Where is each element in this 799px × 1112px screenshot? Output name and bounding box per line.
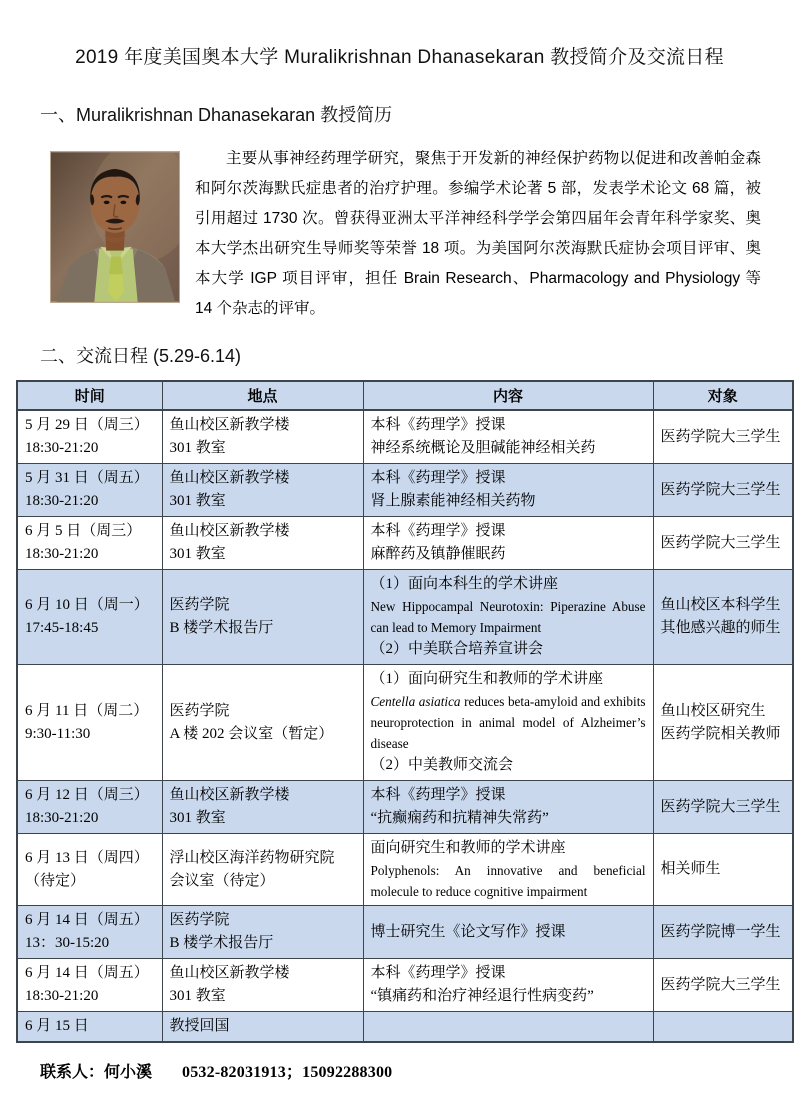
cell-line: 医药学院大三学生 — [660, 798, 781, 815]
cell-line: 本科《药理学》授课 — [370, 417, 506, 433]
cell-line: 6 月 12 日（周三） — [25, 787, 149, 803]
section1-heading: 一、Muralikrishnan Dhanasekaran 教授简历 — [40, 105, 393, 125]
cell-line: 18:30-21:20 — [25, 988, 99, 1004]
content-cell — [363, 570, 653, 665]
cell-line: B 楼学术报告厅 — [169, 935, 274, 951]
cell-line: 鱼山校区本科学生 — [660, 597, 781, 613]
cell-line: 其他感兴趣的师生 — [660, 620, 781, 636]
cell-line: 18:30-21:20 — [25, 440, 99, 456]
page-title: 2019 年度美国奥本大学 Muralikrishnan Dhanasekaran 教授简介及交流日程 — [75, 47, 724, 68]
content-cell — [363, 464, 653, 517]
audience-cell — [653, 665, 793, 781]
cell-line: 9:30-11:30 — [25, 725, 91, 742]
cell-line: 6 月 11 日（周二） — [25, 702, 149, 719]
schedule-row — [17, 517, 793, 570]
cell-line: 鱼山校区新教学楼 — [169, 523, 290, 539]
place-cell — [162, 665, 363, 781]
audience-cell — [653, 1012, 793, 1043]
cell-line: （1）面向本科生的学术讲座 — [370, 576, 559, 592]
cell-line: 医药学院 — [169, 912, 230, 928]
cell-line: Polyphenols: An innovative and beneficial molecule to reduce cognitive impairment — [370, 863, 646, 899]
time-cell — [17, 959, 162, 1012]
cell-line: 本科《药理学》授课 — [370, 787, 506, 803]
cell-line: 医药学院大三学生 — [660, 976, 781, 993]
cell-line: 医药学院大三学生 — [660, 481, 781, 498]
cell-line: 本科《药理学》授课 — [370, 523, 506, 539]
time-cell — [17, 781, 162, 834]
place-cell — [162, 570, 363, 665]
place-cell — [162, 781, 363, 834]
place-cell — [162, 959, 363, 1012]
audience-cell — [653, 906, 793, 959]
audience-cell — [653, 959, 793, 1012]
time-cell — [17, 570, 162, 665]
cell-line: 17:45-18:45 — [25, 620, 99, 636]
section2-heading: 二、交流日程 (5.29-6.14) — [40, 346, 242, 366]
portrait-illustration — [51, 152, 179, 302]
cell-line: 鱼山校区新教学楼 — [169, 787, 290, 803]
cell-line: 面向研究生和教师的学术讲座 — [370, 840, 566, 856]
cell-line: 6 月 15 日 — [25, 1018, 89, 1034]
cell-line: 医药学院 — [169, 702, 230, 719]
species-name-italic: Centella asiatica — [370, 694, 461, 709]
cell-line: 18:30-21:20 — [25, 546, 99, 562]
cell-line: Centella asiatica reduces beta-amyloid and exhibits neuroprotection in animal model of Alzheimer’s disease — [370, 694, 646, 751]
time-cell — [17, 834, 162, 906]
audience-cell — [653, 517, 793, 570]
content-cell — [363, 959, 653, 1012]
header-content: 内容 — [363, 381, 653, 410]
cell-line: 医药学院 — [169, 597, 230, 613]
cell-line: 麻醉药及镇静催眠药 — [370, 546, 506, 562]
cell-line: New Hippocampal Neurotoxin: Piperazine Abuse can lead to Memory Impairment — [370, 599, 646, 635]
contact-line — [40, 1059, 761, 1082]
cell-line: 301 教室 — [169, 988, 226, 1004]
schedule-row — [17, 464, 793, 517]
cell-line: B 楼学术报告厅 — [169, 620, 274, 636]
place-cell — [162, 834, 363, 906]
cell-line: 鱼山校区新教学楼 — [169, 417, 290, 433]
cell-line: （待定） — [25, 872, 86, 889]
place-cell — [162, 464, 363, 517]
schedule-header-row — [17, 381, 793, 410]
content-cell — [363, 1012, 653, 1043]
cell-line: 博士研究生《论文写作》授课 — [370, 923, 566, 940]
cell-line: 肾上腺素能神经相关药物 — [370, 493, 536, 509]
cell-line: 6 月 14 日（周五） — [25, 912, 149, 928]
cell-line: 301 教室 — [169, 440, 226, 456]
time-cell — [17, 1012, 162, 1043]
schedule-row — [17, 410, 793, 464]
content-cell — [363, 665, 653, 781]
schedule-row — [17, 906, 793, 959]
cell-line: 医药学院相关教师 — [660, 725, 781, 742]
contact-person: 联系人：何小溪 — [40, 1064, 153, 1081]
audience-cell — [653, 781, 793, 834]
cell-line: 18:30-21:20 — [25, 810, 99, 826]
cell-line: 13：30-15:20 — [25, 935, 110, 951]
schedule-table — [16, 380, 794, 1043]
content-cell — [363, 410, 653, 464]
cell-line: 相关师生 — [660, 861, 721, 877]
schedule-row — [17, 959, 793, 1012]
schedule-row — [17, 665, 793, 781]
cell-line: 6 月 10 日（周一） — [25, 597, 149, 613]
content-cell — [363, 906, 653, 959]
cell-line: 会议室（待定） — [169, 872, 275, 889]
cell-line: 301 教室 — [169, 546, 226, 562]
cell-line: 5 月 29 日（周三） — [25, 417, 149, 433]
cell-line: 医药学院大三学生 — [660, 534, 781, 551]
contact-phones: 0532-82031913；15092288300 — [182, 1064, 393, 1081]
cell-line: （1）面向研究生和教师的学术讲座 — [370, 671, 604, 687]
cell-line: 301 教室 — [169, 493, 226, 509]
place-cell — [162, 517, 363, 570]
audience-cell — [653, 834, 793, 906]
time-cell — [17, 464, 162, 517]
cell-line: 医药学院大三学生 — [660, 428, 781, 445]
audience-cell — [653, 410, 793, 464]
cell-line: 教授回国 — [169, 1018, 230, 1034]
cell-line: 鱼山校区新教学楼 — [169, 965, 290, 981]
content-cell — [363, 517, 653, 570]
place-cell — [162, 410, 363, 464]
cell-line: 鱼山校区研究生 — [660, 702, 766, 719]
schedule-row — [17, 781, 793, 834]
place-cell — [162, 906, 363, 959]
cell-line: 鱼山校区新教学楼 — [169, 470, 290, 486]
cell-line: 本科《药理学》授课 — [370, 965, 506, 981]
time-cell — [17, 665, 162, 781]
cell-line: （2）中美教师交流会 — [370, 757, 514, 773]
cell-line: 6 月 14 日（周五） — [25, 965, 149, 981]
content-cell — [363, 834, 653, 906]
time-cell — [17, 906, 162, 959]
audience-cell — [653, 570, 793, 665]
bio-section — [38, 151, 761, 324]
audience-cell — [653, 464, 793, 517]
header-audience: 对象 — [653, 381, 793, 410]
cell-line: “镇痛药和治疗神经退行性病变药” — [370, 988, 594, 1004]
cell-line: 6 月 13 日（周四） — [25, 849, 149, 866]
cell-line: 301 教室 — [169, 810, 226, 826]
place-cell — [162, 1012, 363, 1043]
schedule-row — [17, 1012, 793, 1043]
cell-line: 5 月 31 日（周五） — [25, 470, 149, 486]
cell-line: 浮山校区海洋药物研究院 — [169, 849, 335, 866]
cell-line: 医药学院博一学生 — [660, 923, 781, 940]
cell-line: A 楼 202 会议室（暂定） — [169, 725, 334, 742]
schedule-table-body — [17, 410, 793, 1042]
cell-line: “抗癫痫药和抗精神失常药” — [370, 810, 549, 826]
bio-paragraph: 主要从事神经药理学研究，聚焦于开发新的神经保护药物以促进和改善帕金森和阿尔茨海默氏症患者的治疗护理。参编学术论著 5 部，发表学术论文 68 篇，被引用超过 1730 次。曾获得亚洲太平洋神经科学学会第四届年会青年科学家奖、奥本大学杰出研究生导师奖等荣誉 18 项。为美国阿尔茨海默氏症协会项目评审、奥本大学 IGP 项目评审，担任 Brain Research、Pharmacology and Physiology 等 14 个杂志的评审。 — [195, 150, 761, 317]
cell-line: （2）中美联合培养宣讲会 — [370, 641, 544, 657]
schedule-row — [17, 834, 793, 906]
time-cell — [17, 517, 162, 570]
cell-line: 神经系统概论及胆碱能神经相关药 — [370, 440, 596, 456]
cell-line: 本科《药理学》授课 — [370, 470, 506, 486]
header-time: 时间 — [17, 381, 162, 410]
cell-line: 18:30-21:20 — [25, 493, 99, 509]
cell-line: 6 月 5 日（周三） — [25, 523, 142, 539]
professor-photo — [50, 151, 180, 303]
content-cell — [363, 781, 653, 834]
time-cell — [17, 410, 162, 464]
header-place: 地点 — [162, 381, 363, 410]
schedule-row — [17, 570, 793, 665]
